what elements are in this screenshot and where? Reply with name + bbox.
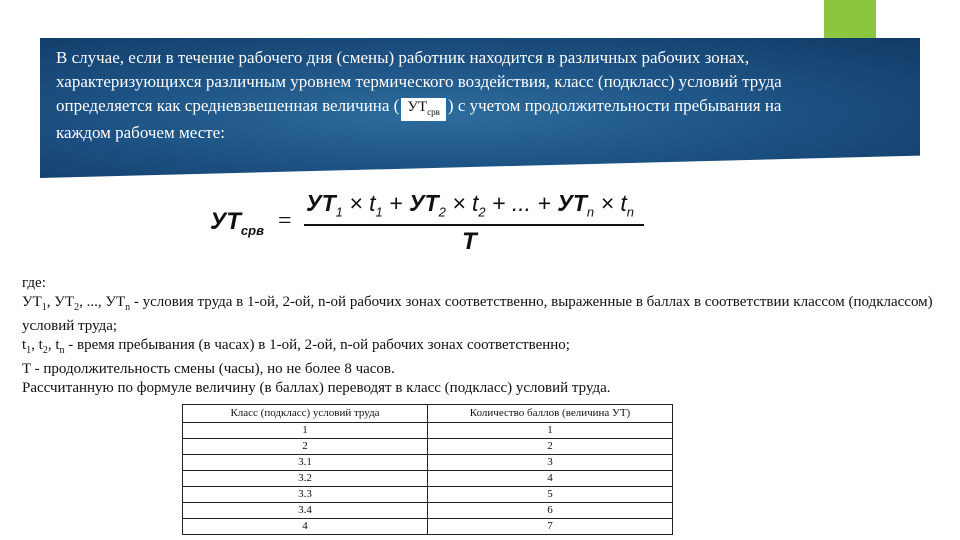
calc-instruction: Рассчитанную по формуле величину (в баллах) переводят в класс (подкласс) условий труда. (22, 380, 611, 396)
formula-denominator: T (462, 228, 477, 255)
ut-definition (22, 293, 952, 336)
num-termn: УТ (557, 190, 587, 216)
ut-def-a: УТ (22, 294, 42, 310)
formula-lhs-symbol: УТ (210, 208, 241, 235)
cell-class: 1 (183, 423, 428, 439)
inline-symbol-main: УТ (407, 99, 428, 115)
ut-def-s2: 2 (74, 302, 80, 313)
where-label: где: (22, 275, 46, 291)
t-def-s2: 2 (42, 345, 48, 356)
cell-class: 3.4 (183, 503, 428, 519)
num-term2: УТ (408, 190, 439, 216)
formula-equals: = (278, 208, 292, 234)
ut-def-b: , УТ (46, 294, 75, 310)
num-mid: + ... + (485, 190, 558, 216)
formula-lhs-sub: срв (240, 222, 264, 238)
table-row (183, 519, 673, 535)
t-def-a: t (22, 337, 27, 353)
table-row (183, 487, 673, 503)
t-def-b: , t (31, 337, 43, 353)
num-tsub1: 1 (375, 204, 383, 220)
table-row (183, 503, 673, 519)
cell-class: 3.3 (183, 487, 428, 503)
num-sub1: 1 (335, 204, 343, 220)
class-points-table (182, 404, 673, 535)
cell-points: 2 (428, 439, 673, 455)
t-definition (22, 336, 952, 360)
num-sub2: 2 (438, 204, 446, 220)
cell-points: 6 (428, 503, 673, 519)
table-row (183, 471, 673, 487)
table-row (183, 455, 673, 471)
t-def-s1: 1 (26, 345, 32, 356)
ut-def-c: , ..., УТ (79, 294, 126, 310)
weighted-average-formula (206, 188, 646, 260)
table-header-points: Количество баллов (величина УТ) (428, 405, 673, 423)
table-header-class: Класс (подкласс) условий труда (183, 405, 428, 423)
inline-symbol-sub: срв (427, 107, 440, 117)
definitions-block (22, 274, 952, 398)
fraction-line (304, 224, 644, 226)
banner-paragraph (56, 46, 826, 145)
ut-def-d: - условия труда в 1-ой, 2-ой, n-ой рабочих зонах соответственно, выраженные в баллах в соответствии классом (подклассом) условий труда; (22, 294, 933, 334)
num-tsubn: n (626, 204, 634, 220)
shift-definition: T - продолжительность смены (часы), но не более 8 часов. (22, 361, 395, 377)
ut-def-s1: 1 (41, 302, 47, 313)
banner-text-after: ) с учетом продолжительности пребывания на каждом рабочем месте: (56, 96, 782, 142)
cell-class: 4 (183, 519, 428, 535)
table-row (183, 423, 673, 439)
formula-lhs (210, 208, 264, 238)
num-times2: × t (445, 190, 479, 216)
num-tsub2: 2 (478, 204, 486, 220)
cell-points: 5 (428, 487, 673, 503)
t-def-d: - время пребывания (в часах) в 1-ой, 2-ой, n-ой рабочих зонах соответственно; (64, 337, 570, 353)
ut-def-sn: n (125, 302, 131, 313)
num-term1: УТ (306, 190, 336, 216)
cell-points: 7 (428, 519, 673, 535)
num-plus1: + (382, 190, 409, 216)
table-row (183, 439, 673, 455)
cell-class: 2 (183, 439, 428, 455)
cell-class: 3.1 (183, 455, 428, 471)
num-timesn: × t (594, 190, 627, 216)
formula-numerator (306, 190, 634, 220)
cell-points: 3 (428, 455, 673, 471)
t-def-sn: n (59, 345, 65, 356)
num-subn: n (586, 204, 595, 220)
cell-points: 1 (428, 423, 673, 439)
cell-class: 3.2 (183, 471, 428, 487)
num-times1: × t (342, 190, 376, 216)
inline-symbol (401, 98, 446, 121)
cell-points: 4 (428, 471, 673, 487)
t-def-c: , t (47, 337, 60, 353)
banner-text-before: В случае, если в течение рабочего дня (смены) работник находится в различных рабочих зонах, характеризующихся различным уровнем термического воздействия, класс (подкласс) условий труда определяется как средневзвешенная величина ( (56, 48, 782, 115)
table-header-row (183, 405, 673, 423)
